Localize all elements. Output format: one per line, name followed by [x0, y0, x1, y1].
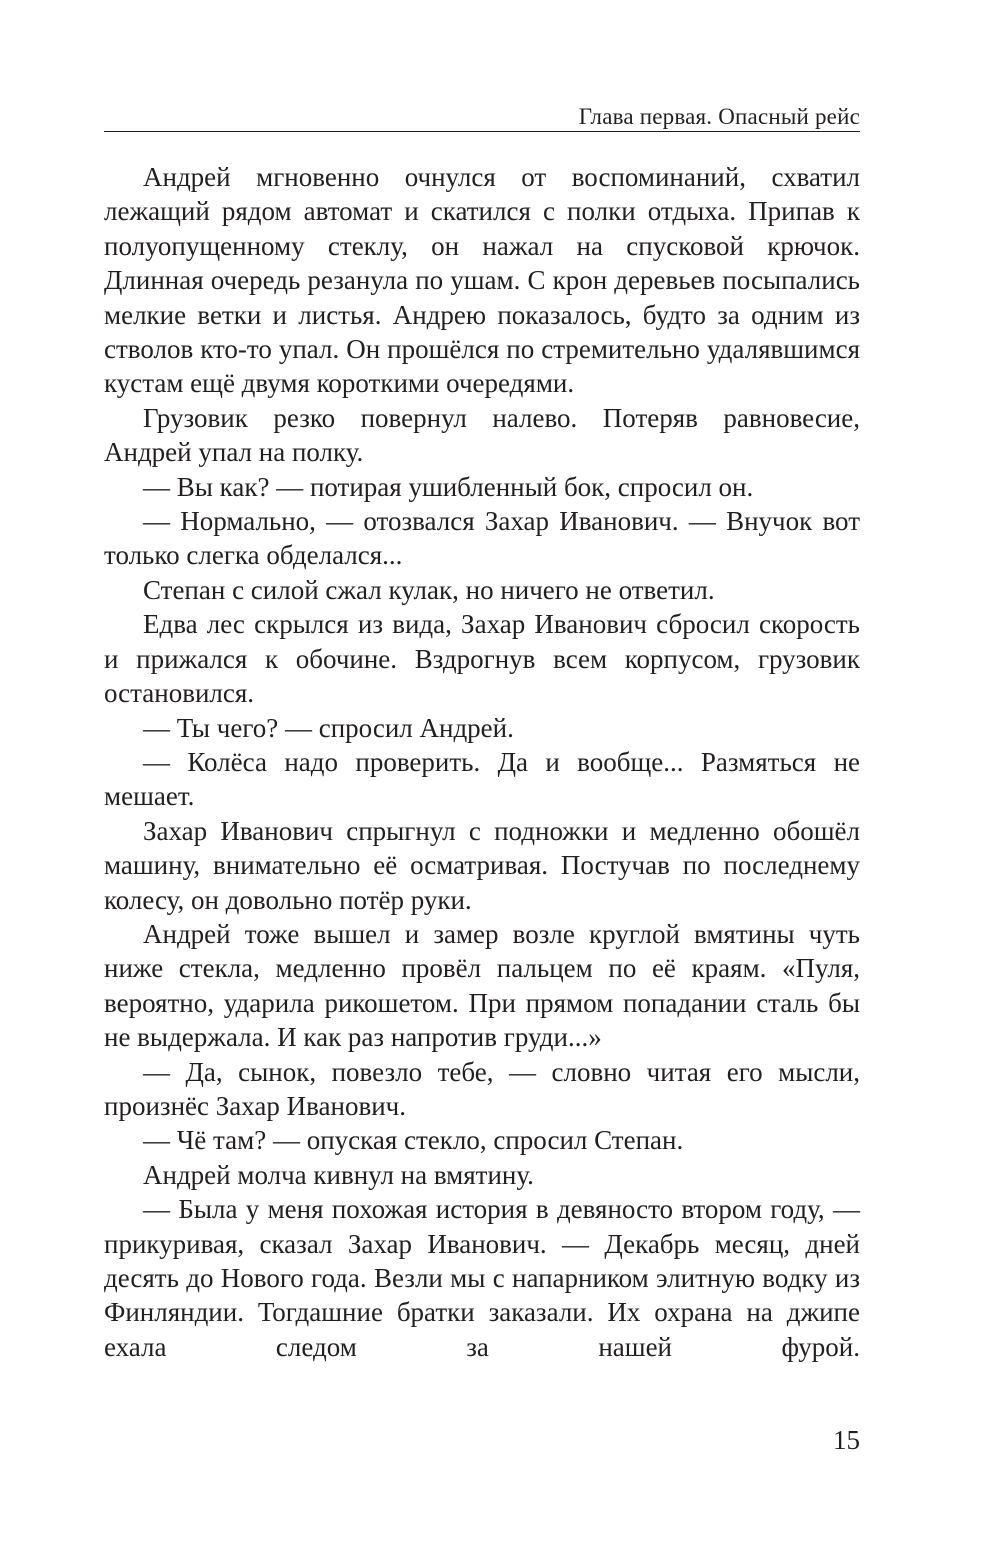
paragraph: — Нормально, — отозвался Захар Иванович. — Внучок вот только слегка обделался...: [104, 506, 860, 571]
paragraph: — Да, сынок, повезло тебе, — словно читая его мысли, произнёс Захар Иванович.: [104, 1056, 860, 1121]
paragraph: — Ты чего? — спросил Андрей.: [143, 712, 514, 743]
paragraph: Грузовик резко повернул налево. Потеряв равновесие, Андрей упал на полку.: [104, 402, 860, 468]
running-title: Глава первая. Опасный рейс: [578, 104, 860, 129]
paragraph: Едва лес скрылся из вида, Захар Иванович сбросил скорость и прижался к обочине. Вздрогнув всем корпусом, грузовик остановился.: [104, 609, 860, 709]
header-rule: [104, 131, 860, 132]
paragraph: — Вы как? — потирая ушибленный бок, спросил он.: [143, 471, 754, 502]
page-number: 15: [833, 1425, 860, 1455]
body-text: [104, 160, 860, 1364]
paragraph: Андрей молча кивнул на вмятину.: [143, 1159, 534, 1190]
paragraph: Степан с силой сжал кулак, но ничего не ответил.: [143, 574, 715, 605]
paragraph: — Была у меня похожая история в девяносто втором году, — прикуривая, сказал Захар Иванович. — Декабрь месяц, дней десять до Нового года. Везли мы с напарником элитную водку из Финляндии. Тогдашние братки заказали. Их охрана на джипе ехала следом за нашей фурой.: [104, 1194, 860, 1362]
paragraph: Захар Иванович спрыгнул с подножки и медленно обошёл машину, внимательно её осматривая. Постучав по последнему колесу, он довольно потёр руки.: [104, 815, 860, 915]
paragraph: Андрей тоже вышел и замер возле круглой вмятины чуть ниже стекла, медленно провёл пальцем по её краям. «Пуля, вероятно, ударила рикошетом. При прямом попадании сталь бы не выдержала. И как раз напротив груди...»: [104, 918, 860, 1053]
paragraph: Андрей мгновенно очнулся от воспоминаний, схватил лежащий рядом автомат и скатился с полки отдыха. Припав к полуопущенному стеклу, он нажал на спусковой крючок. Длинная очередь резанула по ушам. С крон деревьев посыпались мелкие ветки и листья. Андрею показалось, будто за одним из стволов кто-то упал. Он прошёлся по стремительно удалявшимся кустам ещё двумя короткими очередями.: [104, 162, 860, 399]
paragraph: — Колёса надо проверить. Да и вообще... Размяться не мешает.: [104, 746, 860, 812]
paragraph: — Чё там? — опуская стекло, спросил Степан.: [143, 1125, 684, 1156]
